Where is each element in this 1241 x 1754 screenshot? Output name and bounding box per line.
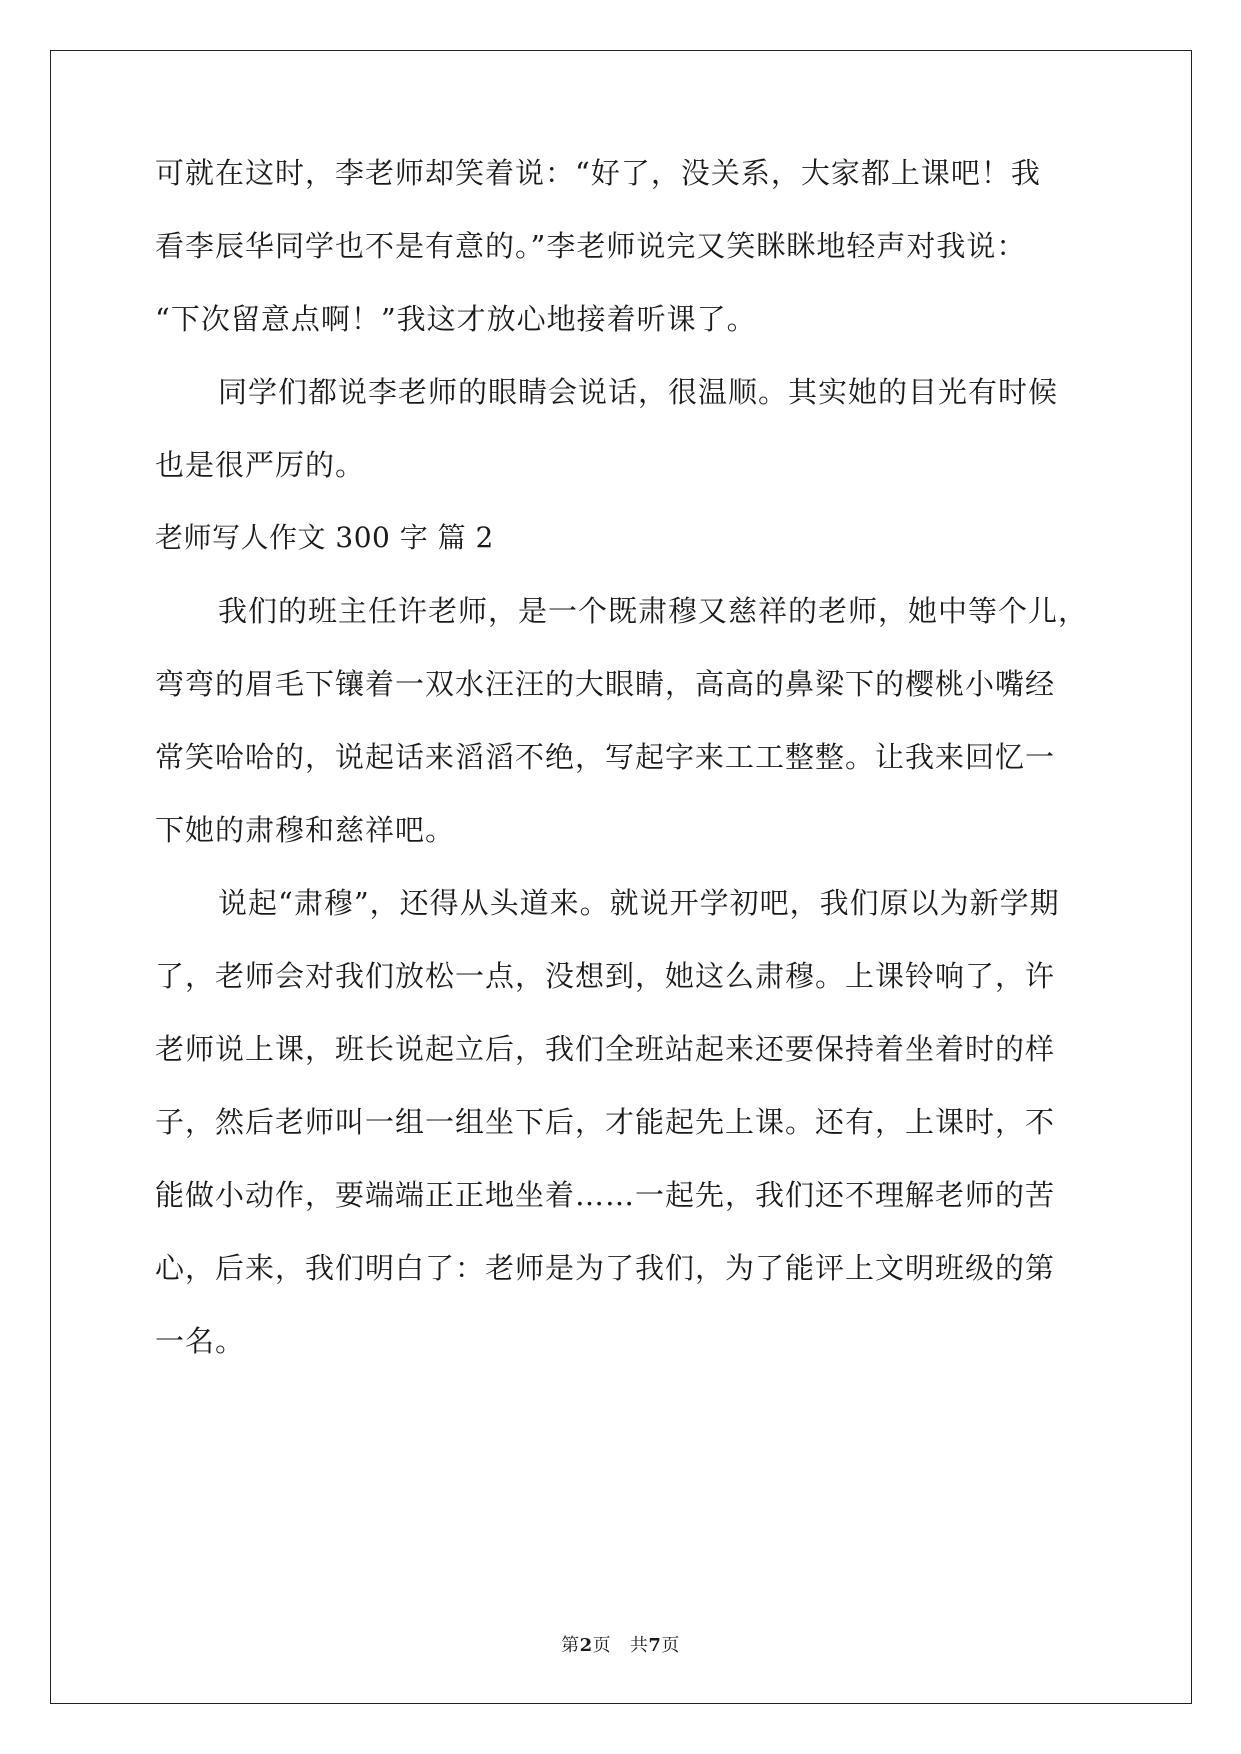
body-line: 老师说上课，班长说起立后，我们全班站起来还要保持着坐着时的样 (155, 1032, 1056, 1066)
total-suffix: 页 (661, 1635, 680, 1656)
paragraph-first-line: 我们的班主任许老师，是一个既肃穆又慈祥的老师，她中等个儿， (218, 594, 1089, 628)
page-number: 2 (579, 1635, 593, 1656)
body-line: 子，然后老师叫一组一组坐下后，才能起先上课。还有，上课时，不 (155, 1105, 1056, 1139)
body-line: 弯弯的眉毛下镶着一双水汪汪的大眼睛，高高的鼻梁下的樱桃小嘴经 (155, 667, 1056, 701)
paragraph-first-line: 说起“肃穆”，还得从头道来。就说开学初吧，我们原以为新学期 (218, 886, 1060, 920)
body-line: 常笑哈哈的，说起话来滔滔不绝，写起字来工工整整。让我来回忆一 (155, 740, 1056, 774)
paragraph-first-line: 同学们都说李老师的眼睛会说话，很温顺。其实她的目光有时候 (218, 375, 1059, 409)
total-prefix: 共 (629, 1635, 649, 1656)
body-line: 下她的肃穆和慈祥吧。 (155, 813, 456, 847)
total-pages: 7 (648, 1635, 662, 1656)
body-line: 一名。 (155, 1324, 246, 1358)
body-line: 心，后来，我们明白了：老师是为了我们，为了能评上文明班级的第 (155, 1251, 1056, 1285)
page-prefix: 第 (561, 1635, 580, 1656)
section-heading: 老师写人作文 300 字 篇 2 (155, 521, 494, 554)
body-line: 也是很严厉的。 (155, 448, 366, 482)
page-suffix: 页 (592, 1635, 612, 1656)
body-line: 可就在这时，李老师却笑着说：“好了，没关系，大家都上课吧！我 (155, 156, 1041, 190)
body-line: 能做小动作，要端端正正地坐着……一起先，我们还不理解老师的苦 (155, 1178, 1056, 1212)
body-line: 了，老师会对我们放松一点，没想到，她这么肃穆。上课铃响了，许 (155, 959, 1056, 993)
body-line: 看李辰华同学也不是有意的。”李老师说完又笑眯眯地轻声对我说： (155, 229, 1027, 263)
body-line: “下次留意点啊！”我这才放心地接着听课了。 (155, 302, 757, 336)
page-footer (0, 1634, 1241, 1658)
